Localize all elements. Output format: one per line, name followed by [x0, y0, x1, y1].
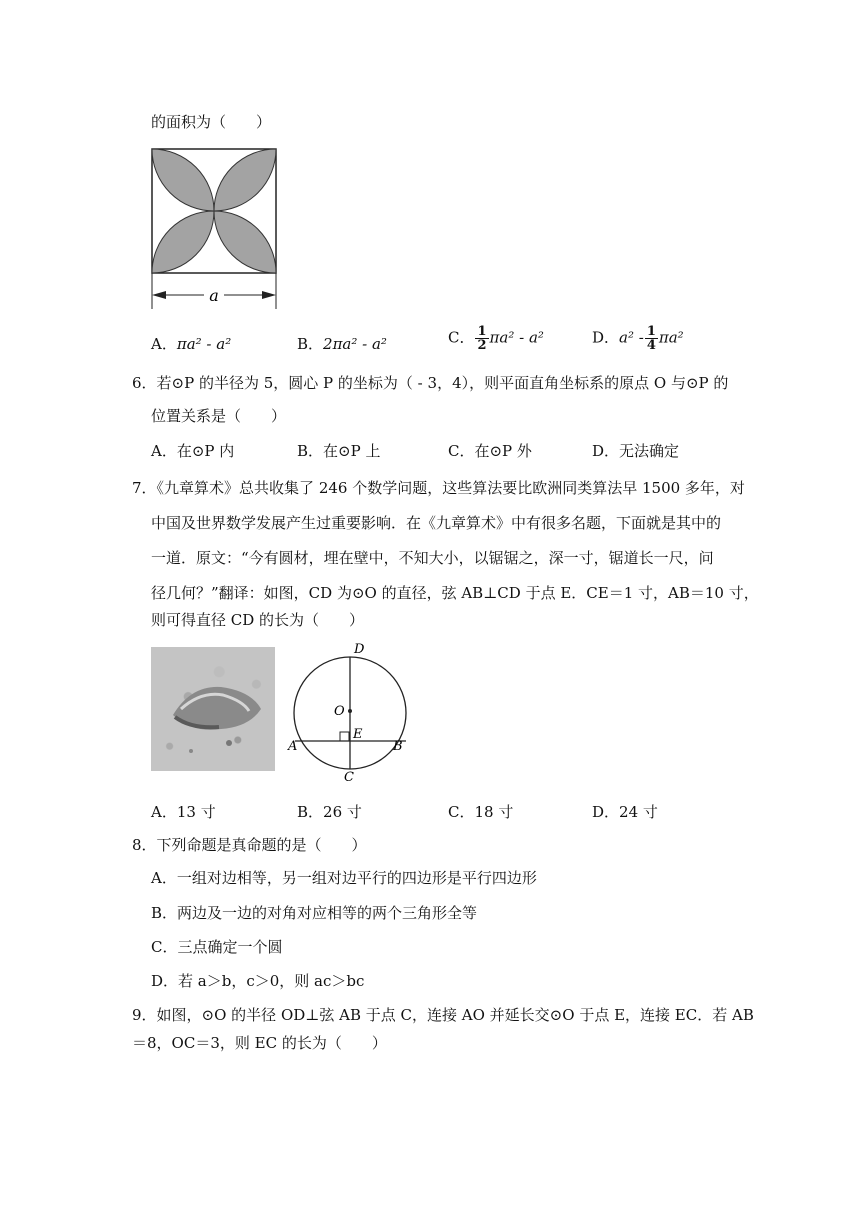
point-label-b: B	[393, 739, 403, 754]
q7-option-b: B．26 寸	[297, 803, 362, 821]
q7-line-1: 7．《九章算术》总共收集了 246 个数学问题，这些算法要比欧洲同类算法早 1500 多年，对	[132, 479, 745, 497]
q9-line-2: ＝8，OC＝3，则 EC 的长为（ ）	[132, 1034, 387, 1052]
q8-option-a: A．一组对边相等，另一组对边平行的四边形是平行四边形	[151, 869, 537, 887]
q7-line-5: 则可得直径 CD 的长为（ ）	[151, 611, 365, 629]
q8-option-c: C．三点确定一个圆	[151, 938, 283, 956]
q8-option-d: D．若 a＞b，c＞0，则 ac＞bc	[151, 972, 365, 990]
point-label-d: D	[354, 642, 365, 657]
q7-line-3: 一道．原文：“今有圆材，埋在壁中，不知大小，以锯锯之，深一寸，锯道长一尺，问	[151, 549, 714, 567]
q5-option-c: C． $\frac{1}{2}$ πa² - a²	[448, 324, 544, 353]
point-label-o: O	[334, 704, 345, 719]
point-label-a: A	[288, 739, 298, 754]
q7-option-a: A．13 寸	[151, 803, 216, 821]
q5-option-d: D．a² - $\frac{1}{4}$ πa²	[592, 324, 684, 353]
q6-option-c: C．在⊙P 外	[448, 442, 532, 460]
dimension-label-a: a	[209, 286, 219, 305]
point-label-e: E	[353, 727, 363, 742]
q7-circle-diagram	[282, 637, 410, 785]
q7-line-4: 径几何？”翻译：如图，CD 为⊙O 的直径，弦 AB⊥CD 于点 E．CE＝1 寸，AB＝10 寸，	[151, 584, 759, 602]
q5-text: 的面积为（ ）	[151, 113, 272, 131]
q5-option-a: A．πa² - a²	[151, 335, 232, 353]
q7-option-d: D．24 寸	[592, 803, 658, 821]
q5-figure	[146, 144, 282, 312]
q7-line-2: 中国及世界数学发展产生过重要影响．在《九章算术》中有很多名题，下面就是其中的	[151, 514, 722, 532]
q6-option-b: B．在⊙P 上	[297, 442, 381, 460]
q7-option-c: C．18 寸	[448, 803, 514, 821]
q6-option-d: D．无法确定	[592, 442, 680, 460]
q6-line-1: 6．若⊙P 的半径为 5，圆心 P 的坐标为（ - 3，4），则平面直角坐标系的原点 O 与⊙P 的	[132, 374, 729, 392]
q6-line-2: 位置关系是（ ）	[151, 407, 287, 425]
q6-option-a: A．在⊙P 内	[151, 442, 235, 460]
q8-line-1: 8．下列命题是真命题的是（ ）	[132, 836, 367, 854]
point-label-c: C	[344, 770, 354, 785]
q8-option-b: B．两边及一边的对角对应相等的两个三角形全等	[151, 904, 478, 922]
q5-option-b: B．2πa² - a²	[297, 335, 387, 353]
log-photo	[151, 647, 275, 771]
q9-line-1: 9．如图，⊙O 的半径 OD⊥弦 AB 于点 C，连接 AO 并延长交⊙O 于点 E，连接 EC．若 AB	[132, 1006, 754, 1024]
